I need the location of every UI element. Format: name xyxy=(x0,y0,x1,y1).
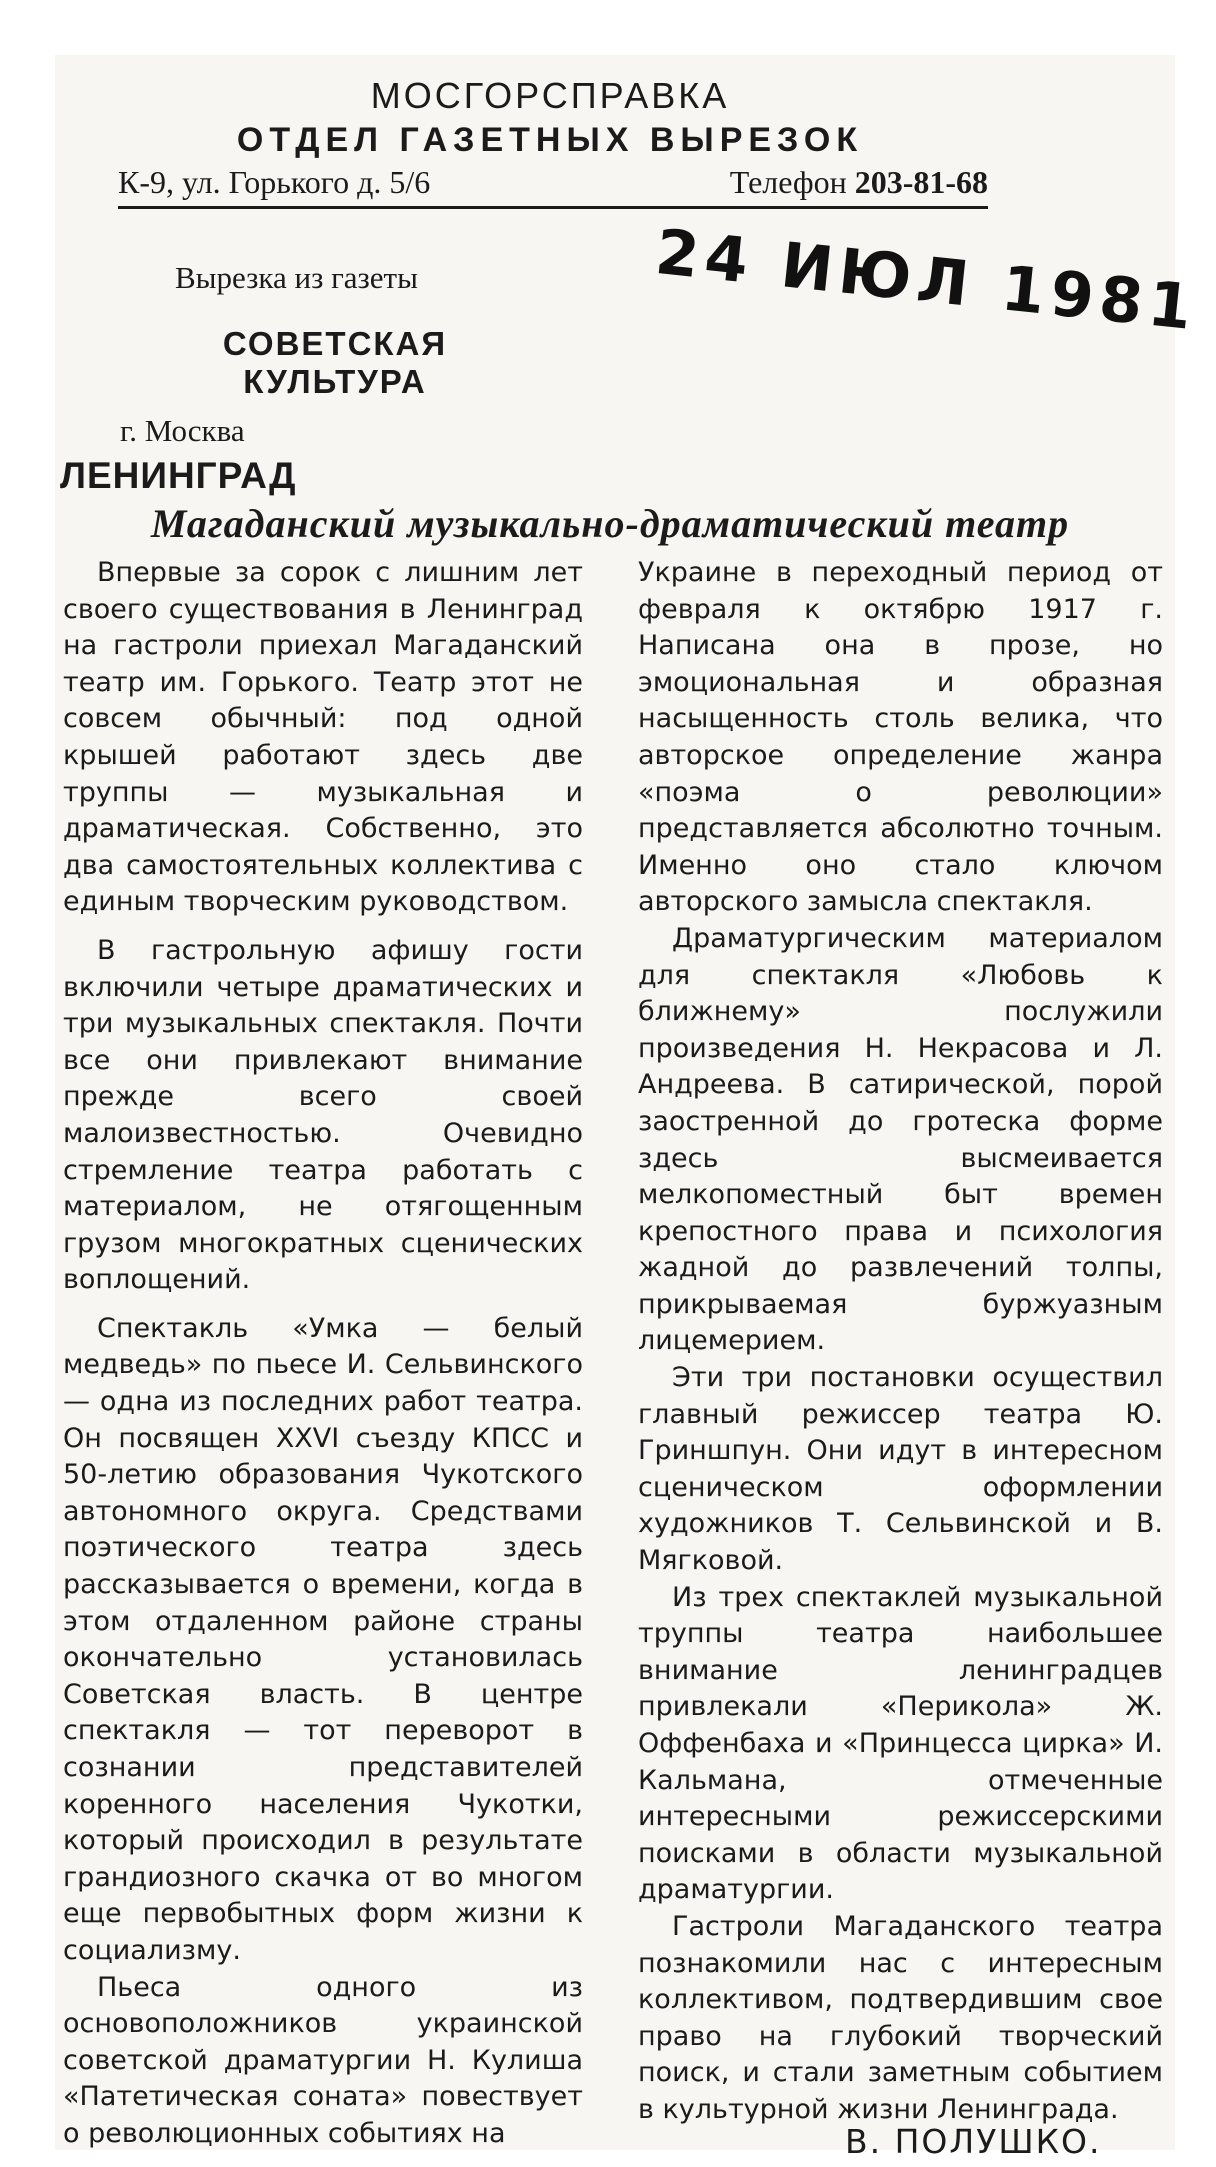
phone-number: 203-81-68 xyxy=(854,164,988,200)
date-stamp: 24 ИЮЛ 1981 xyxy=(652,215,1202,345)
article-column-left xyxy=(63,555,583,2153)
newspaper-name: СОВЕТСКАЯ КУЛЬТУРА xyxy=(222,325,448,400)
article-headline: Магаданский музыкально-драматический театр xyxy=(150,501,1070,546)
article-paragraph: Из трех спектаклей музыкальной труппы театра наибольшее внимание ленинградцев привлекали «Перикола» Ж. Оффенбаха и «Принцесса цирка» И. Кальмана, отмеченные интересными режиссерскими поисками в области музыкальной драматургии. xyxy=(638,1581,1163,1906)
article-paragraph: Спектакль «Умка — белый медведь» по пьесе И. Сельвинского — одна из последних работ театра. Он посвящен XXVI съезду КПСС и 50-летию образования Чукотского автономного округа. Средствами поэтического театра здесь рассказывается о времени, когда в этом отдаленном районе страны окончательно установилась Советская власть. В центре спектакля — тот переворот в сознании представителей коренного населения Чукотки, который происходил в результате грандиозного скачка от во многом еще первобытных форм жизни к социализму. xyxy=(63,1312,583,1966)
newspaper-city: г. Москва xyxy=(120,413,245,448)
address-line xyxy=(118,160,988,209)
agency-name: МОСГОРСПРАВКА xyxy=(370,75,730,116)
article-column-right xyxy=(638,555,1163,2129)
article-paragraph: Эти три постановки осуществил главный режиссер театра Ю. Гриншпун. Они идут в интересном сценическом оформлении художников Т. Сельвинской и В. Мягковой. xyxy=(638,1362,1163,1577)
author-signature: В. ПОЛУШКО. xyxy=(845,2122,1102,2161)
phone-label: Телефон xyxy=(729,164,847,200)
article-paragraph: Драматургическим материалом для спектакля «Любовь к ближнему» послужили произведения Н. Некрасова и Л. Андреева. В сатирической, порой заостренной до гротеска форме здесь высмеивается мелкопоместный быт времен крепостного права и психология жадной до развлечений толпы, прикрываемая буржуазным лицемерием. xyxy=(638,922,1163,1357)
article-paragraph: В гастрольную афишу гости включили четыре драматических и три музыкальных спектакля. Почти все они привлекают внимание прежде всего своей малоизвестностью. Очевидно стремление театра работать с материалом, не отягощенным грузом многократных сценических воплощений. xyxy=(63,934,583,1296)
article-paragraph: Гастроли Магаданского театра познакомили нас с интересным коллективом, подтвердившим свое право на глубокий творческий поиск, и стали заметным событием в культурной жизни Ленинграда. xyxy=(638,1910,1163,2125)
cutting-source-label: Вырезка из газеты xyxy=(175,260,418,295)
service-phone xyxy=(730,164,988,201)
article-paragraph: Пьеса одного из основоположников украинской советской драматургии Н. Кулиша «Патетическая соната» повествует о революционных событиях на xyxy=(63,1971,583,2149)
department-name: ОТДЕЛ ГАЗЕТНЫХ ВЫРЕЗОК xyxy=(236,121,864,159)
service-address: К-9, ул. Горького д. 5/6 xyxy=(118,164,431,200)
article-rubric: ЛЕНИНГРАД xyxy=(60,455,297,496)
article-paragraph: Украине в переходный период от февраля к октябрю 1917 г. Написана она в прозе, но эмоциональная и образная насыщенность столь велика, что авторское определение жанра «поэма о революции» представляется абсолютно точным. Именно оно стало ключом авторского замысла спектакля. xyxy=(638,557,1163,918)
article-paragraph: Впервые за сорок с лишним лет своего существования в Ленинград на гастроли приехал Магаданский театр им. Горького. Театр этот не совсем обычный: под одной крышей работают здесь две труппы — музыкальная и драматическая. Собственно, это два самостоятельных коллектива с единым творческим руководством. xyxy=(63,557,583,918)
clipping-service-header xyxy=(110,75,990,160)
